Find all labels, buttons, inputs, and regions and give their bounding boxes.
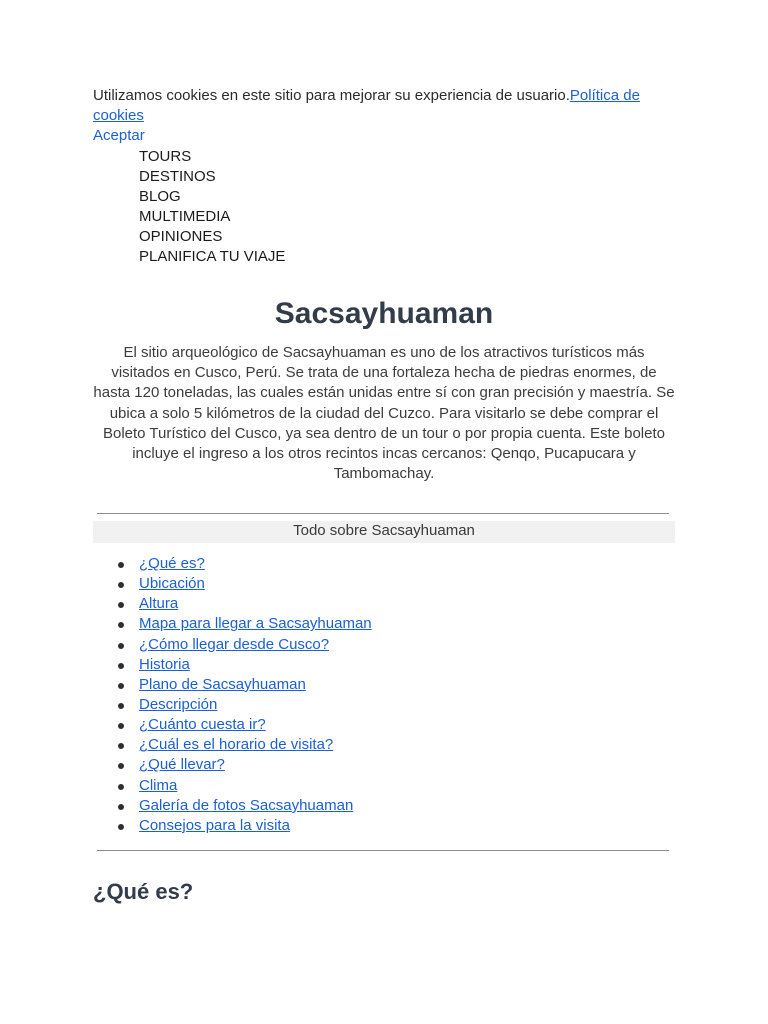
- toc-item: [93, 776, 372, 796]
- toc-link-clima[interactable]: Clima: [139, 776, 178, 794]
- page-title: Sacsayhuaman: [274, 297, 494, 330]
- table-of-contents: [93, 554, 372, 836]
- bullet-icon: [118, 804, 124, 810]
- toc-item: [93, 554, 372, 574]
- bullet-icon: [118, 784, 124, 790]
- bullet-icon: [118, 683, 124, 689]
- toc-link-que-llevar[interactable]: ¿Qué llevar?: [139, 756, 225, 774]
- toc-link-que-es[interactable]: ¿Qué es?: [139, 555, 205, 572]
- bullet-icon: [118, 562, 124, 568]
- main-nav: [139, 147, 285, 267]
- nav-item-destinos[interactable]: DESTINOS: [139, 168, 216, 185]
- toc-link-galeria[interactable]: Galería de fotos Sacsayhuaman: [139, 796, 354, 814]
- bullet-icon: [118, 663, 124, 669]
- toc-link-consejos[interactable]: Consejos para la visita: [139, 816, 290, 834]
- toc-item: [93, 735, 372, 755]
- bullet-icon: [118, 743, 124, 749]
- toc-link-mapa[interactable]: Mapa para llegar a Sacsayhuaman: [139, 615, 372, 633]
- toc-link-plano[interactable]: Plano de Sacsayhuaman: [139, 675, 306, 693]
- cookie-policy-link[interactable]: Política de cookies: [93, 87, 640, 124]
- toc-item: [93, 675, 372, 695]
- toc-item: [93, 614, 372, 634]
- toc-item: [93, 594, 372, 614]
- nav-item-tours[interactable]: TOURS: [139, 148, 192, 165]
- toc-link-descripcion[interactable]: Descripción: [139, 695, 218, 713]
- toc-item: [93, 755, 372, 775]
- bullet-icon: [118, 582, 124, 588]
- bullet-icon: [118, 763, 124, 769]
- bullet-icon: [118, 622, 124, 628]
- section-title-que-es: ¿Qué es?: [93, 879, 194, 904]
- toc-link-altura[interactable]: Altura: [139, 595, 179, 613]
- toc-item: [93, 816, 372, 836]
- toc-item: [93, 574, 372, 594]
- divider-bottom: [97, 850, 669, 851]
- toc-item: [93, 796, 372, 816]
- toc-link-horario[interactable]: ¿Cuál es el horario de visita?: [139, 736, 334, 754]
- divider-top: [97, 513, 669, 514]
- toc-item: [93, 715, 372, 735]
- toc-link-como-llegar[interactable]: ¿Cómo llegar desde Cusco?: [139, 635, 330, 653]
- nav-item-planifica[interactable]: PLANIFICA TU VIAJE: [139, 248, 286, 265]
- toc-heading: Todo sobre Sacsayhuaman: [93, 521, 675, 543]
- toc-item: [93, 635, 372, 655]
- bullet-icon: [118, 824, 124, 830]
- toc-item: [93, 695, 372, 715]
- intro-paragraph: El sitio arqueológico de Sacsayhuaman es uno de los atractivos turísticos más visitados en Cusco, Perú. Se trata de una fortaleza hecha de piedras enormes, de hasta 120 toneladas, las cuales están unidas entre sí con gran precisión y maestría. Se ubica a solo 5 kilómetros de la ciudad del Cuzco. Para visitarlo se debe comprar el Boleto Turístico del Cusco, ya sea dentro de un tour o por propia cuenta. Este boleto incluye el ingreso a los otros recintos incas cercanos: Qenqo, Pucapucara y Tambomachay.: [93, 344, 675, 483]
- accept-cookies-button[interactable]: Aceptar: [93, 127, 145, 144]
- nav-item-blog[interactable]: BLOG: [139, 188, 181, 205]
- toc-link-cuanto-cuesta[interactable]: ¿Cuánto cuesta ir?: [139, 716, 266, 734]
- toc-item: [93, 655, 372, 675]
- cookie-message: Utilizamos cookies en este sitio para mejorar su experiencia de usuario.: [93, 87, 570, 104]
- nav-item-opiniones[interactable]: OPINIONES: [139, 228, 223, 245]
- bullet-icon: [118, 602, 124, 608]
- nav-item-multimedia[interactable]: MULTIMEDIA: [139, 208, 231, 225]
- bullet-icon: [118, 723, 124, 729]
- toc-link-historia[interactable]: Historia: [139, 655, 190, 673]
- cookie-notice: [93, 86, 675, 126]
- bullet-icon: [118, 643, 124, 649]
- toc-link-ubicacion[interactable]: Ubicación: [139, 575, 205, 593]
- bullet-icon: [118, 703, 124, 709]
